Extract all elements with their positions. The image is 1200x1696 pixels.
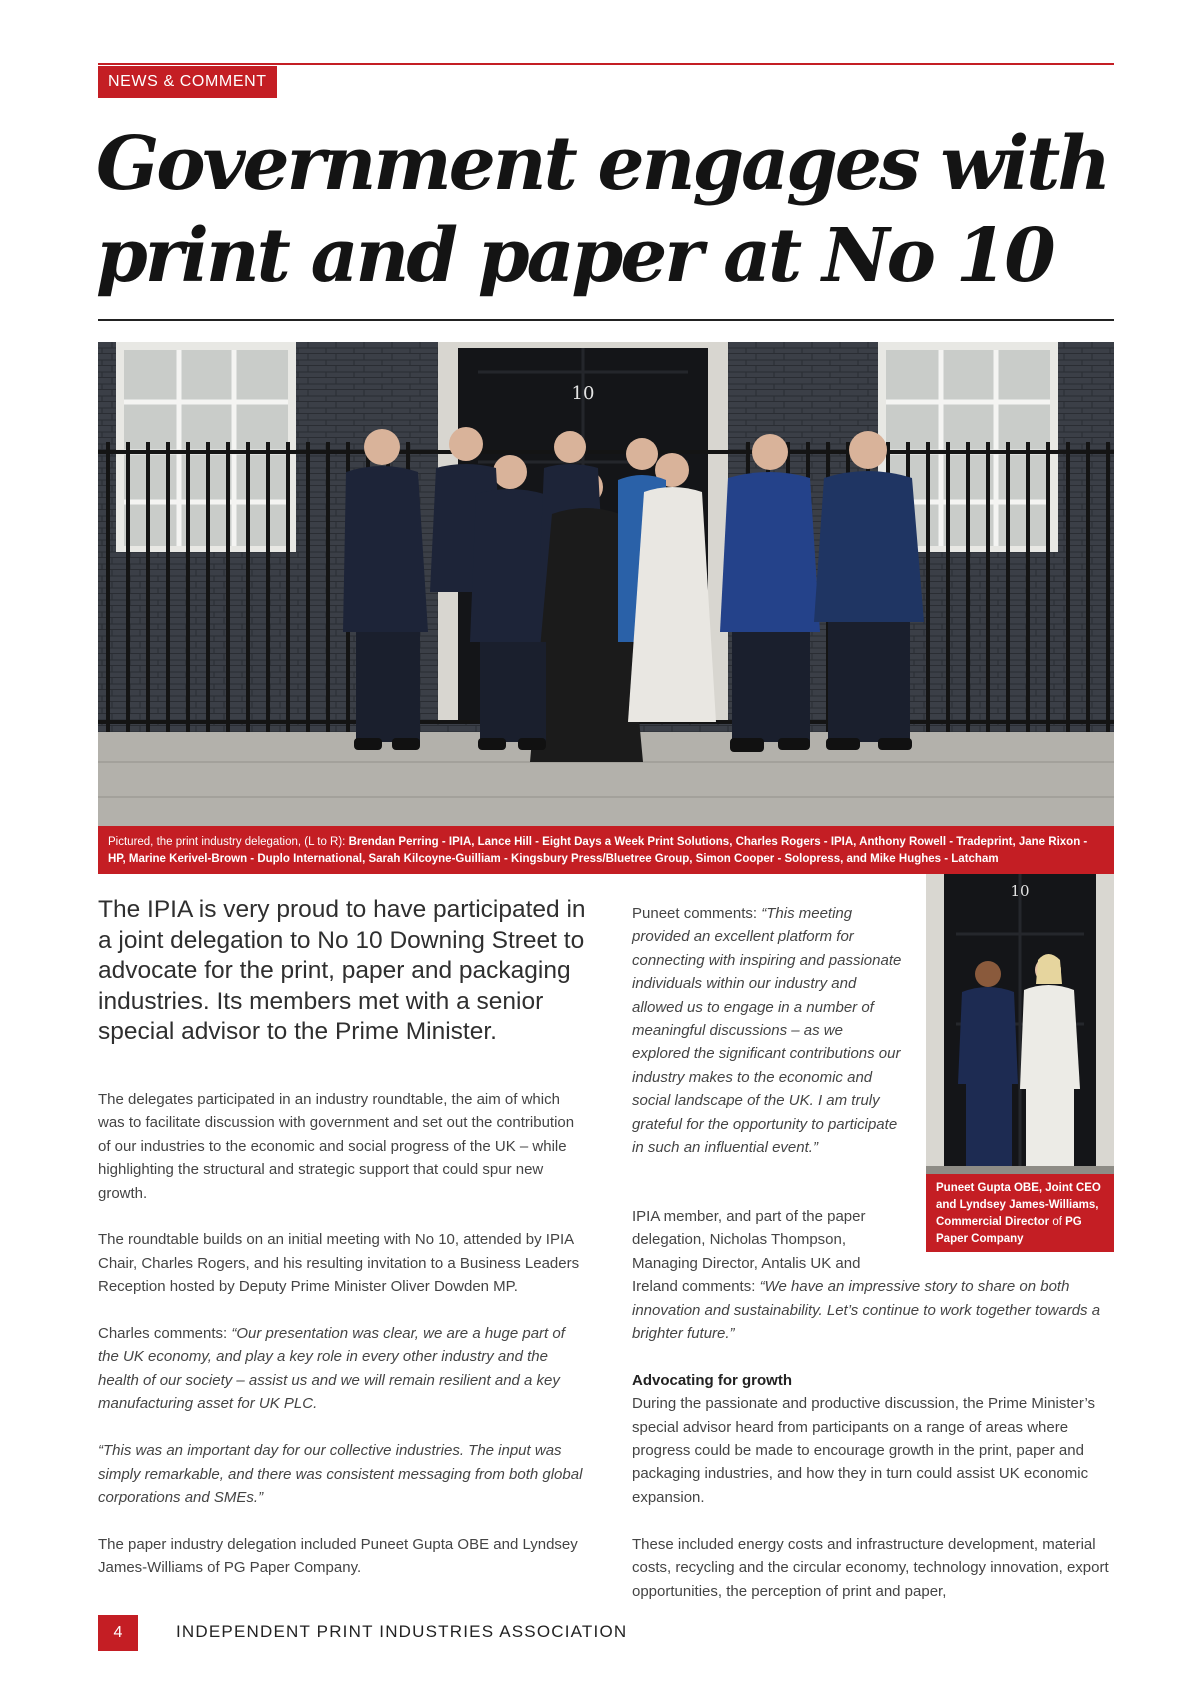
quote-lead: IPIA member, and part of the paper delegation, Nicholas Thompson, Managing Director, Antalis UK and Ireland comments:	[632, 1208, 866, 1296]
side-photo-illustration	[926, 874, 1114, 1174]
quote: “We have an impressive story to share on both innovation and sustainability. Let’s continue to work together towards a brighter future.”	[632, 1278, 1101, 1343]
quote: “This was an important day for our collective industries. The input was simply remarkable, and there was consistent messaging from both global corporations and SMEs.”	[98, 1442, 583, 1506]
side-caption-d: PG	[1065, 1216, 1082, 1228]
quote: “Our presentation was clear, we are a huge part of the UK economy, and play a key role in every other industry and the health of our society – assist us and we will remain resilient and a key manufacturing asset for UK PLC.	[98, 1325, 565, 1413]
section-tag: NEWS & COMMENT	[98, 66, 277, 98]
quote-lead: Puneet comments:	[632, 905, 762, 922]
right-column-top	[632, 902, 902, 1159]
headline-line-1: Government engages with	[96, 121, 1109, 207]
caption-names: Brendan Perring - IPIA, Lance Hill - Eight Days a Week Print Solutions, Charles Rogers - IPIA, Anthony Rowell - Tradeprint, Jane Rixon - HP, Marine Kerivel-Brown - Duplo International, Sarah Kilcoyne-Guilliam - Kingsbury Press/Bluetree Group, Simon Cooper - Solopress, and Mike Hughes - Latcham	[108, 836, 1088, 865]
lede: The IPIA is very proud to have participated in a joint delegation to No 10 Downing Street to advocate for the print, paper and packaging industries. Its members met with a senior special advisor to the Prime Minister.	[98, 896, 586, 1045]
quote: “This meeting provided an excellent platform for connecting with inspiring and passionate individuals within our industry and allowed us to engage in a number of meaningful discussions – as we explored the significant contributions our industry makes to the economic and social landscape of the UK. I am truly grateful for the opportunity to participate in such an influential event.”	[632, 905, 902, 1157]
side-caption-of: of	[1049, 1216, 1066, 1228]
headline	[96, 118, 1136, 302]
paragraph: The roundtable builds on an initial meeting with No 10, attended by IPIA Chair, Charles Rogers, and his resulting invitation to a Business Leaders Reception hosted by Deputy Prime Minister Oliver Dowden MP.	[98, 1231, 580, 1296]
right-column-bottom	[632, 1205, 1117, 1603]
publication-name: INDEPENDENT PRINT INDUSTRIES ASSOCIATION	[176, 1622, 628, 1641]
page-number: 4	[98, 1615, 138, 1651]
side-photo	[926, 874, 1114, 1174]
door-number: 10	[571, 383, 595, 404]
main-photo-illustration	[98, 342, 1114, 826]
quote-lead: Charles comments:	[98, 1325, 232, 1343]
side-caption-e: Paper Company	[936, 1233, 1024, 1245]
side-door-number: 10	[1010, 882, 1030, 900]
paragraph: These included energy costs and infrastructure development, material costs, recycling and the circular economy, technology innovation, export opportunities, the perception of print and paper,	[632, 1535, 1109, 1600]
paragraph	[632, 902, 902, 1159]
headline-rule	[98, 319, 1114, 321]
caption-intro: Pictured, the print industry delegation, (L to R):	[108, 836, 349, 848]
subhead: Advocating for growth	[632, 1371, 792, 1389]
top-rule	[98, 63, 1114, 65]
main-photo	[98, 342, 1114, 826]
paragraph: During the passionate and productive discussion, the Prime Minister’s special advisor heard from participants on a range of areas where progress could be made to encourage growth in the print, paper and packaging industries, and how they in turn could assist UK economic expansion.	[632, 1395, 1096, 1506]
paragraph: The paper industry delegation included Puneet Gupta OBE and Lyndsey James-Williams of PG Paper Company.	[98, 1535, 578, 1577]
main-photo-caption	[98, 826, 1114, 874]
left-column	[98, 1088, 588, 1580]
headline-line-2: print and paper at No 10	[96, 213, 1053, 299]
wrap-spacer	[885, 1205, 1117, 1253]
paragraph	[98, 1322, 588, 1416]
side-caption-a: Puneet Gupta OBE, Joint CEO	[936, 1182, 1101, 1194]
paragraph: The delegates participated in an industry roundtable, the aim of which was to facilitate discussion with government and set out the contribution of our industries to the economic and social progress of the UK – while highlighting the structural and strategic support that could spur new growth.	[98, 1091, 575, 1202]
side-caption-b: and Lyndsey James-Williams,	[936, 1199, 1099, 1211]
side-caption-c: Commercial Director	[936, 1216, 1050, 1228]
